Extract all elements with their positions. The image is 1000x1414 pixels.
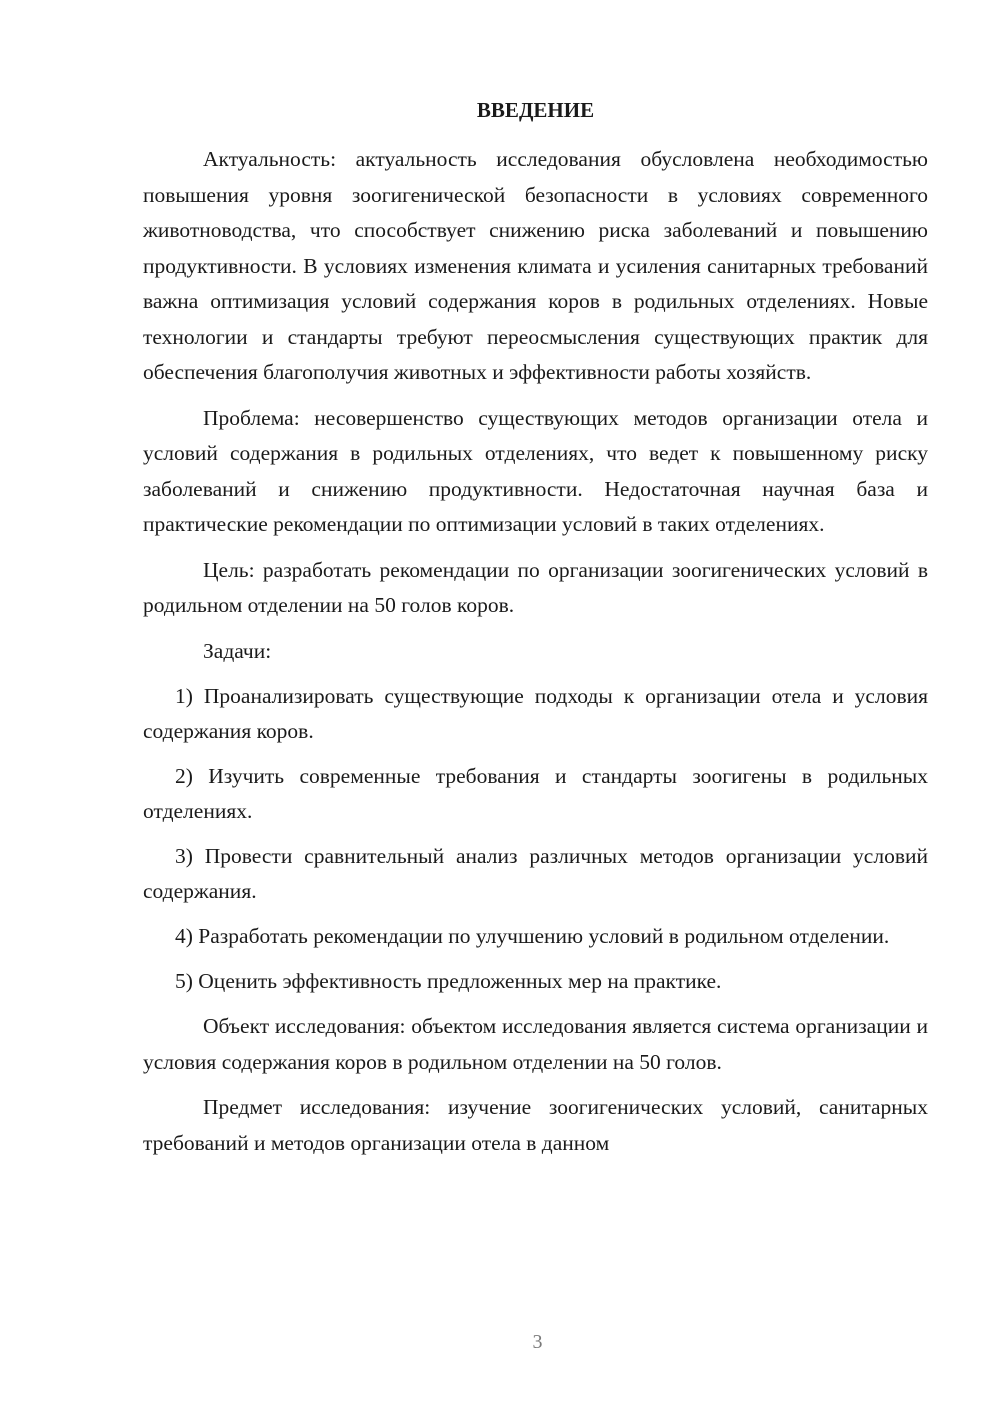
object-paragraph: Объект исследования: объектом исследования является система организации и условия содержания коров в родильном отделении на 50 голов. [143, 1014, 928, 1074]
page-number: 3 [532, 1331, 543, 1353]
subject-paragraph: Предмет исследования: изучение зоогигенических условий, санитарных требований и методов организации отела в данном [143, 1095, 928, 1155]
problem-paragraph: Проблема: несовершенство существующих методов организации отела и условий содержания в родильных отделениях, что ведет к повышенному риску заболеваний и снижению продуктивности. Недостаточная научная база и практические рекомендации по оптимизации условий в таких отделениях. [143, 405, 928, 536]
task-item: 1) Проанализировать существующие подходы к организации отела и условия содержания коров. [143, 684, 928, 743]
task-item: 3) Провести сравнительный анализ различных методов организации условий содержания. [143, 844, 928, 903]
task-item: 4) Разработать рекомендации по улучшению условий в родильном отделении. [175, 924, 890, 948]
goal-paragraph: Цель: разработать рекомендации по организации зоогигенических условий в родильном отделении на 50 голов коров. [143, 557, 928, 617]
section-title: ВВЕДЕНИЕ [476, 98, 595, 122]
task-item: 2) Изучить современные требования и стандарты зоогигены в родильных отделениях. [143, 764, 928, 823]
relevance-paragraph: Актуальность: актуальность исследования обусловлена необходимостью повышения уровня зоогигенической безопасности в условиях современного животноводства, что способствует снижению риска заболеваний и повышению продуктивности. В условиях изменения климата и усиления санитарных требований важна оптимизация условий содержания коров в родильных отделениях. Новые технологии и стандарты требуют переосмысления существующих практик для обеспечения благополучия животных и эффективности работы хозяйств. [143, 147, 928, 384]
tasks-heading: Задачи: [203, 638, 272, 663]
task-item: 5) Оценить эффективность предложенных мер на практике. [175, 969, 722, 993]
document-page [143, 92, 928, 1161]
